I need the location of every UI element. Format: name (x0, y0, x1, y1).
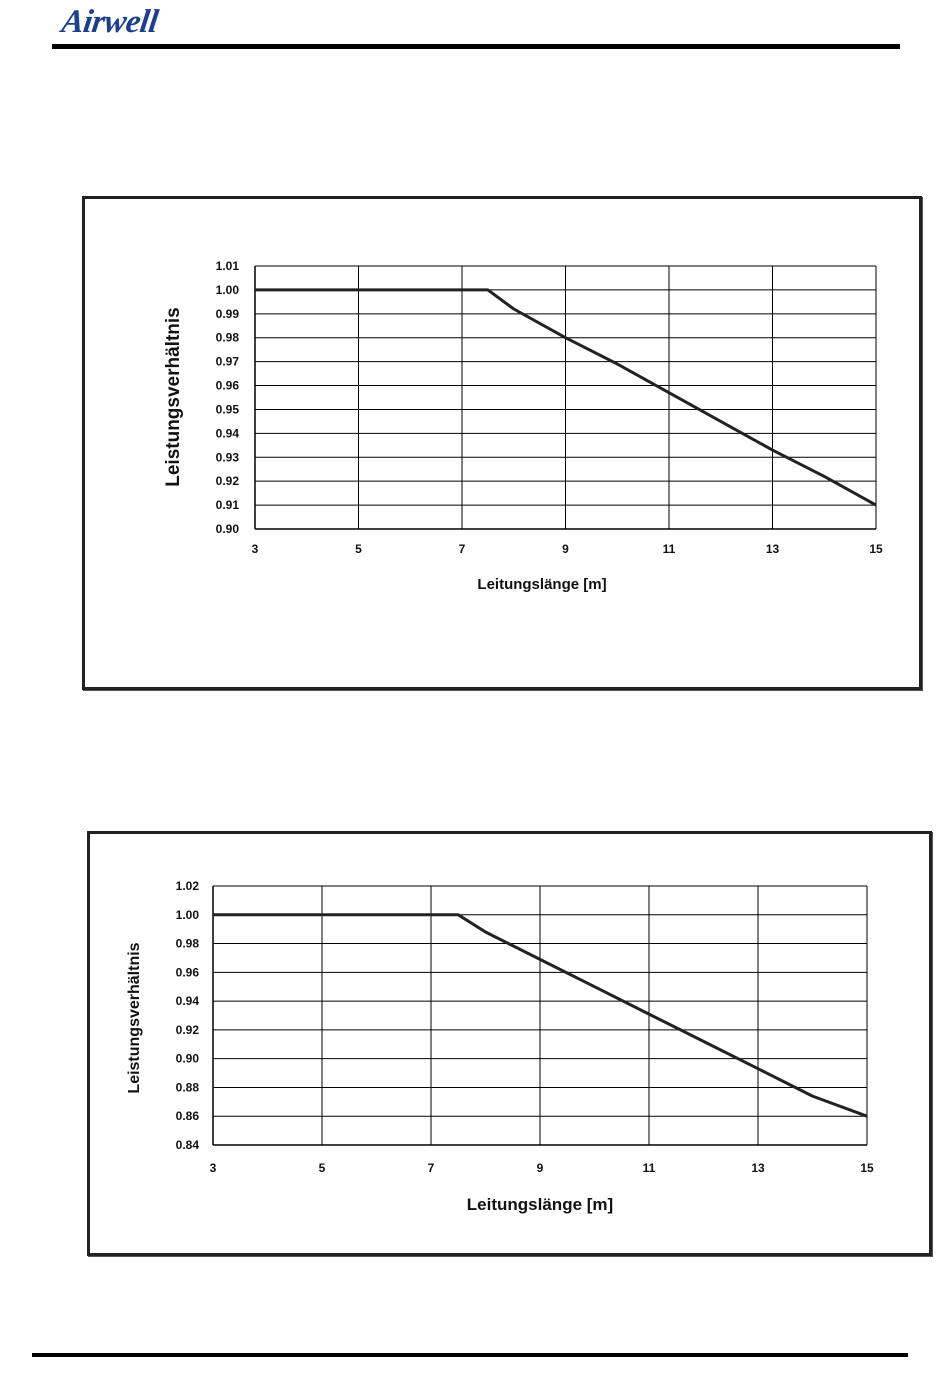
y-tick-label: 1.00 (215, 282, 239, 297)
y-tick-label: 0.91 (215, 498, 239, 513)
y-tick-label: 0.96 (175, 965, 199, 980)
y-tick-label: 0.97 (215, 354, 239, 369)
x-tick-label: 13 (751, 1161, 765, 1175)
x-tick-label: 7 (427, 1161, 435, 1175)
chart-2 (90, 834, 929, 1253)
x-tick-label: 9 (562, 542, 569, 556)
x-axis-title: Leitungslänge [m] (466, 1195, 614, 1214)
y-tick-label: 0.90 (215, 522, 239, 536)
x-tick-label: 5 (318, 1161, 326, 1175)
y-tick-label: 1.00 (175, 907, 199, 922)
x-tick-label: 9 (536, 1161, 544, 1175)
x-tick-label: 15 (869, 542, 883, 556)
x-tick-label: 15 (860, 1161, 874, 1175)
y-tick-label: 0.94 (215, 426, 239, 441)
y-tick-label: 0.88 (175, 1080, 199, 1095)
x-axis-title: Leitungslänge [m] (477, 576, 607, 593)
x-tick-label: 13 (765, 542, 780, 556)
header-rule (52, 44, 900, 49)
chart-frame-1 (82, 196, 922, 690)
y-tick-label: 0.86 (175, 1109, 199, 1124)
y-tick-label: 1.01 (215, 259, 239, 273)
x-tick-label: 11 (662, 542, 676, 556)
x-tick-label: 7 (458, 542, 466, 556)
x-tick-label: 11 (642, 1161, 656, 1175)
x-tick-label: 3 (251, 542, 259, 556)
y-tick-label: 0.90 (175, 1051, 199, 1066)
y-tick-label: 1.02 (175, 879, 199, 893)
y-tick-label: 0.99 (215, 306, 239, 321)
y-tick-label: 0.84 (175, 1138, 199, 1152)
x-tick-label: 5 (355, 542, 362, 556)
y-tick-label: 0.98 (215, 330, 239, 345)
y-axis-title: Leistungsverhältnis (163, 307, 184, 487)
y-tick-label: 0.95 (215, 402, 239, 417)
y-tick-label: 0.96 (215, 378, 239, 393)
chart-1 (85, 199, 919, 687)
footer-rule (32, 1353, 908, 1357)
x-tick-label: 3 (209, 1161, 217, 1175)
y-tick-label: 0.92 (175, 1022, 199, 1037)
y-tick-label: 0.94 (175, 994, 199, 1009)
chart-frame-2 (87, 831, 932, 1256)
y-tick-label: 0.92 (215, 474, 239, 489)
y-tick-label: 0.98 (175, 936, 199, 951)
y-axis-title: Leistungsverhältnis (126, 942, 143, 1094)
y-tick-label: 0.93 (215, 450, 239, 465)
airwell-logo: Airwell (59, 4, 161, 40)
